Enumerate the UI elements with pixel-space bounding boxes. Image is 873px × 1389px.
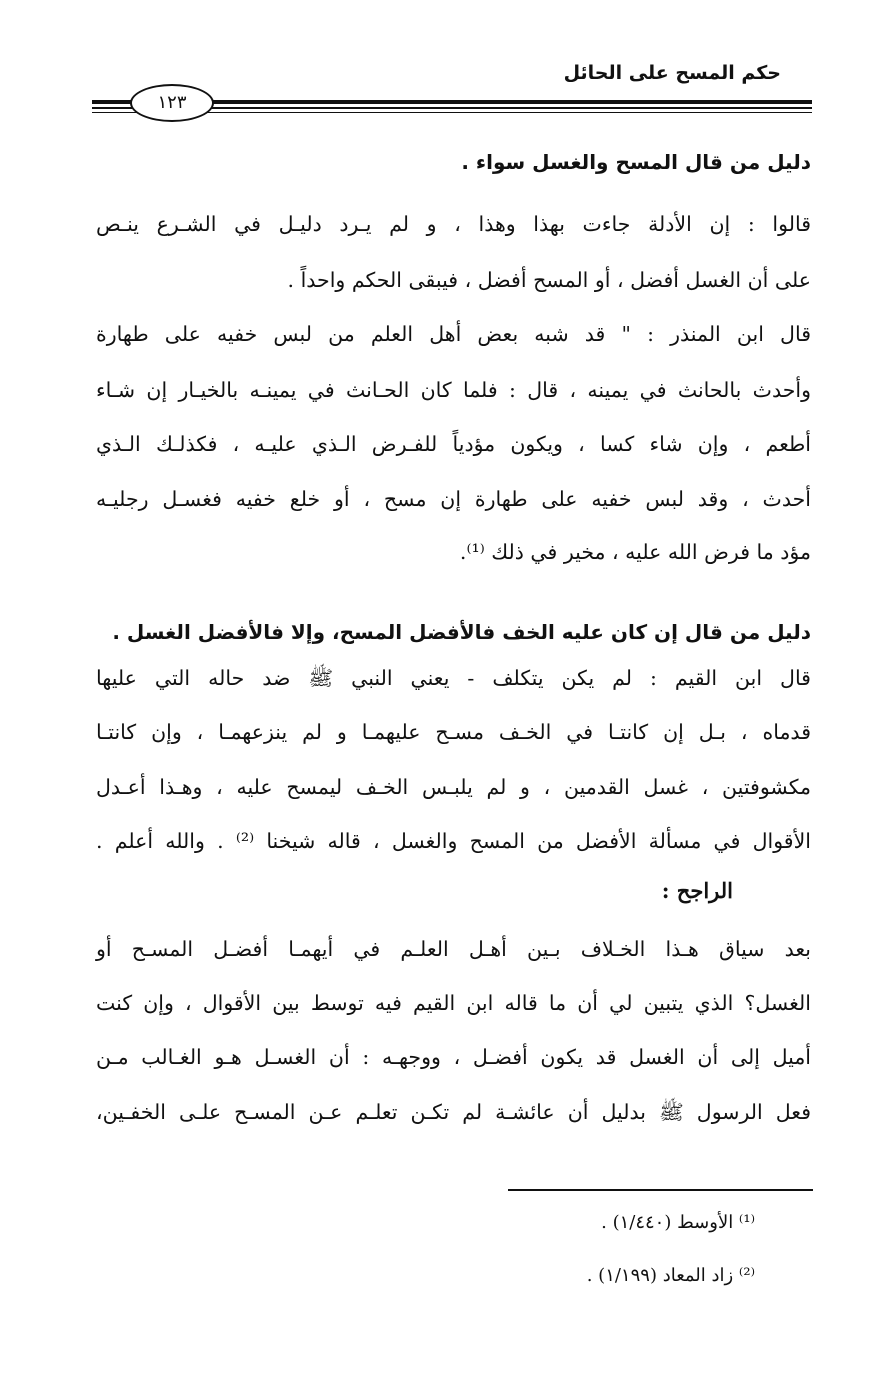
paragraph-line: أطعم ، وإن شاء كسا ، ويكون مؤدياً للفـرض الـذي عليـه ، فكذلـك الـذي (96, 432, 811, 456)
paragraph-line: قال ابن القيم : لم يكن يتكلف - يعني النبي ﷺ ضد حاله التي عليها (96, 666, 811, 690)
paragraph-line: الأقوال في مسألة الأفضل من المسح والغسل ، قاله شيخنا ⁽²⁾ . والله أعلم . (96, 829, 811, 853)
section-heading: دليل من قال إن كان عليه الخف فالأفضل المسح، وإلا فالأفضل الغسل . (112, 620, 811, 644)
paragraph-line: وأحدث بالحانث في يمينه ، قال : فلما كان الحـانث في يمينـه بالخيـار إن شـاء (96, 378, 811, 402)
paragraph-line: قدماه ، بـل إن كانتـا في الخـف مسـح عليهمـا و لم ينزعهمـا ، وإن كانتـا (96, 720, 811, 744)
paragraph-line: أحدث ، وقد لبس خفيه على طهارة إن مسح ، أو خلع خفيه فغسـل رجليـه (96, 487, 811, 511)
paragraph-line: الغسل؟ الذي يتبين لي أن ما قاله ابن القيم فيه توسط بين الأقوال ، وإن كنت (96, 991, 811, 1015)
paragraph-line: على أن الغسل أفضل ، أو المسح أفضل ، فيبقى الحكم واحداً . (287, 268, 811, 292)
section-heading: دليل من قال المسح والغسل سواء . (461, 150, 811, 174)
paragraph-line: أميل إلى أن الغسل قد يكون أفضـل ، ووجهـه : أن الغسـل هـو الغـالب مـن (96, 1045, 811, 1069)
footnote: ⁽¹⁾ الأوسط (١/٤٤٠) . (601, 1212, 755, 1233)
paragraph-line: مؤد ما فرض الله عليه ، مخير في ذلك ⁽¹⁾. (459, 540, 811, 564)
page-number: ١٢٣ (130, 84, 214, 122)
rajih-heading: الراجح : (661, 878, 733, 903)
paragraph-line: قال ابن المنذر : " قد شبه بعض أهل العلم من لبس خفيه على طهارة (96, 322, 811, 346)
footnote-separator (508, 1189, 813, 1191)
paragraph-line: مكشوفتين ، غسل القدمين ، و لم يلبـس الخـف ليمسح عليه ، وهـذا أعـدل (96, 775, 811, 799)
running-title: حكم المسح على الحائل (563, 62, 781, 84)
footnote: ⁽²⁾ زاد المعاد (١/١٩٩) . (586, 1265, 755, 1286)
paragraph-line: قالوا : إن الأدلة جاءت بهذا وهذا ، و لم يـرد دليـل في الشـرع ينـص (96, 212, 811, 236)
paragraph-line: فعل الرسول ﷺ بدليل أن عائشـة لم تكـن تعلـم عـن المسـح علـى الخفـين، (96, 1100, 811, 1124)
paragraph-line: بعد سياق هـذا الخـلاف بـين أهـل العلـم في أيهمـا أفضـل المسـح أو (96, 937, 811, 961)
